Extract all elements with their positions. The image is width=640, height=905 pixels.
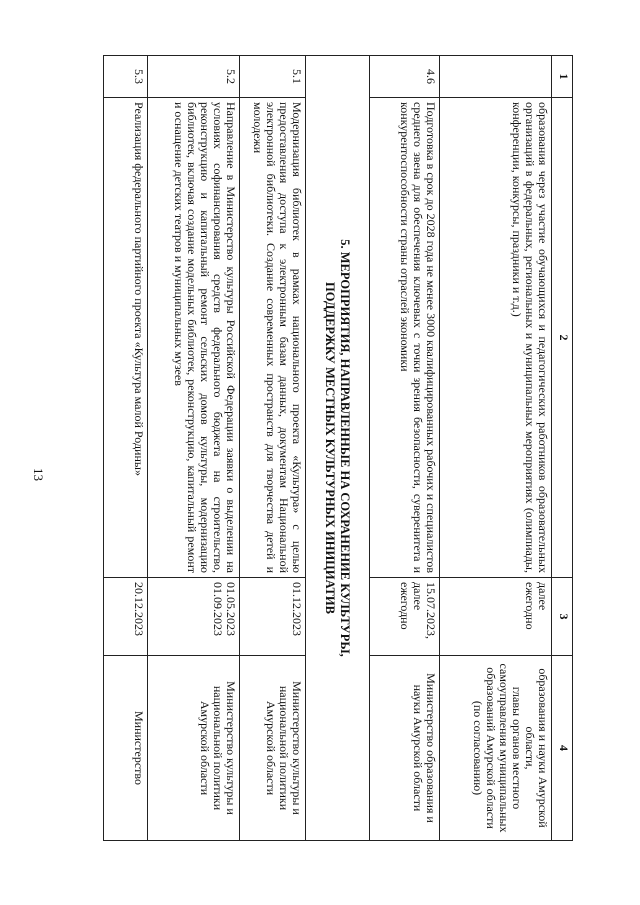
column-header: 2 bbox=[552, 98, 573, 578]
table-row bbox=[370, 56, 440, 841]
executor-line: главы органов местного самоуправления муниципальных образований Амурской области (по согласованию) bbox=[471, 663, 524, 833]
deadline-line: ежегодно bbox=[398, 582, 412, 630]
measure-description: Модернизация библиотек в рамках национального проекта «Культура» с целью предоставления доступа к электронным базам данных, документам Национальной электронной библиотеки. Создание современных пространств для творчества детей и молодежи bbox=[240, 98, 306, 578]
column-header: 4 bbox=[552, 656, 573, 841]
deadline-cell bbox=[440, 578, 552, 656]
row-number: 5.2 bbox=[148, 56, 240, 98]
column-header: 1 bbox=[552, 56, 573, 98]
deadline-line: 15.07.2023, bbox=[424, 582, 438, 639]
executor-line: образования и науки Амурской области, bbox=[523, 668, 550, 828]
deadline-line: 20.12.2023 bbox=[132, 582, 146, 636]
executor-cell bbox=[148, 656, 240, 841]
row-number: 5.3 bbox=[104, 56, 148, 98]
measures-table bbox=[103, 55, 573, 841]
executor-cell bbox=[440, 656, 552, 841]
deadline-line: 01.12.2023 bbox=[290, 582, 304, 636]
measure-description: Реализация федерального партийного проекта «Культура малой Родины» bbox=[104, 98, 148, 578]
executor-line: Министерство культуры и национальной политики Амурской области bbox=[198, 681, 238, 815]
deadline-line: далее bbox=[536, 582, 550, 611]
section-heading-line: 5. МЕРОПРИЯТИЯ, НАПРАВЛЕННЫЕ НА СОХРАНЕНИЕ КУЛЬТУРЫ, bbox=[338, 239, 353, 657]
rotated-page-content bbox=[103, 55, 573, 840]
table-row bbox=[104, 56, 148, 841]
row-number: 4.6 bbox=[370, 56, 440, 98]
row-number: 5.1 bbox=[240, 56, 306, 98]
measure-description: образования через участие обучающихся и педагогических работников образовательных организаций в федеральных, региональных и муниципальных мероприятиях (олимпиады, конференции, конкурсы, праздники и т.д.) bbox=[440, 98, 552, 578]
table-header-row bbox=[552, 56, 573, 841]
deadline-cell bbox=[240, 578, 306, 656]
executor-line: Министерство образования и науки Амурской области bbox=[411, 673, 438, 823]
executor-cell bbox=[240, 656, 306, 841]
measure-description: Направление в Министерство культуры Российской Федерации заявки о выделении на условиях софинансирования средств федерального бюджета на строительство, реконструкцию и капитальный ремонт сельских домов культуры, модернизацию библиотек, включая создание модельных библиотек, реконструкцию, капитальный ремонт и оснащение детских театров и муниципальных музеев bbox=[148, 98, 240, 578]
deadline-line: далее bbox=[411, 582, 425, 611]
executor-line: Министерство bbox=[132, 711, 146, 785]
deadline-line: ежегодно bbox=[523, 582, 537, 630]
deadline-line: 01.09.2023 bbox=[211, 582, 225, 636]
deadline-cell bbox=[370, 578, 440, 656]
table-row bbox=[440, 56, 552, 841]
section-heading-line: ПОДДЕРЖКУ МЕСТНЫХ КУЛЬТУРНЫХ ИНИЦИАТИВ bbox=[323, 282, 338, 614]
section-heading-row bbox=[306, 56, 370, 841]
executor-line: Министерство культуры и национальной политики Амурской области bbox=[264, 681, 304, 815]
deadline-line: 01.05.2023 bbox=[224, 582, 238, 636]
executor-cell bbox=[104, 656, 148, 841]
table-row bbox=[240, 56, 306, 841]
column-header: 3 bbox=[552, 578, 573, 656]
row-number bbox=[440, 56, 552, 98]
executor-cell bbox=[370, 656, 440, 841]
measure-description: Подготовка в срок до 2028 года не менее 3000 квалифицированных рабочих и специалистов среднего звена для обеспечения ключевых с точки зрения безопасности, суверенитета и конкурентоспособности страны отраслей экономики bbox=[370, 98, 440, 578]
deadline-cell bbox=[148, 578, 240, 656]
section-heading bbox=[306, 56, 370, 841]
page-number: 13 bbox=[31, 468, 46, 481]
deadline-cell bbox=[104, 578, 148, 656]
table-row bbox=[148, 56, 240, 841]
